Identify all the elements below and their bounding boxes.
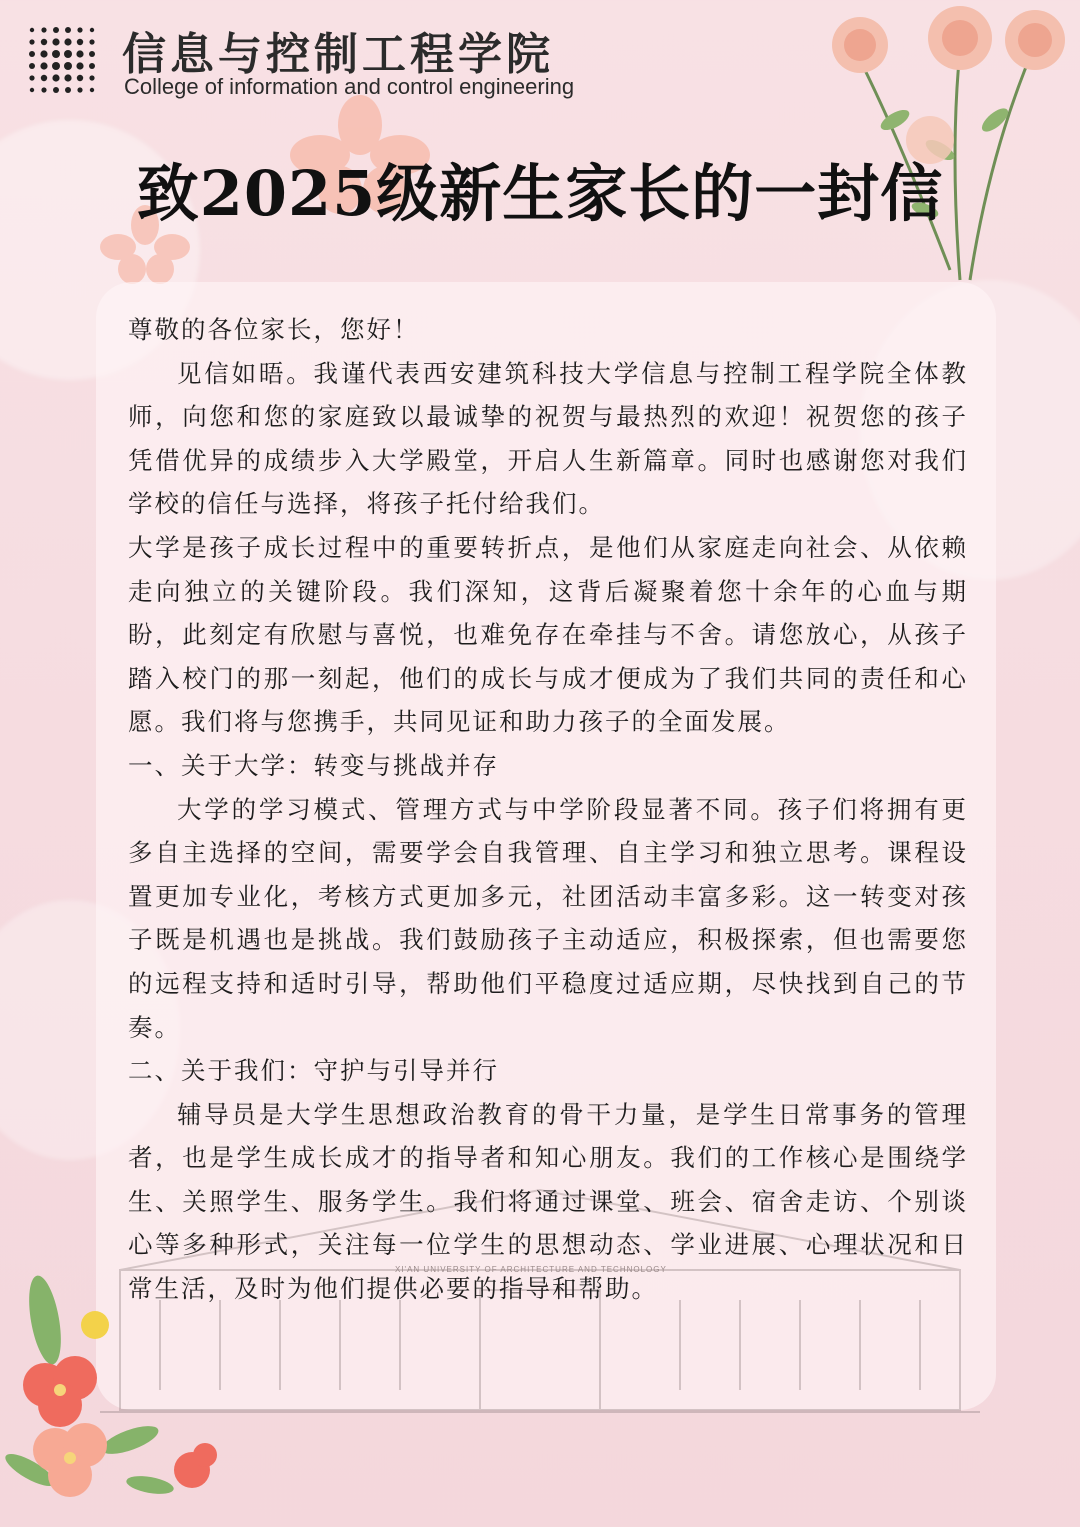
flower-cluster-icon (0, 1260, 240, 1527)
letter-paragraph: 大学是孩子成长过程中的重要转折点，是他们从家庭走向社会、从依赖走向独立的关键阶段。我们深知，这背后凝聚着您十余年的心血与期盼，此刻定有欣慰与喜悦，也难免存在牵挂与不舍。请您放心，从孩子踏入校门的那一刻起，他们的成长与成才便成为了我们共同的责任和心愿。我们将与您携手，共同见证和助力孩子的全面发展。 (128, 532, 968, 737)
page-title: 致2025级新生家长的一封信 (136, 157, 944, 230)
college-name: 信息与控制工程学院 (122, 29, 554, 80)
dot-grid-logo-icon (26, 24, 100, 98)
letter-paragraph: 见信如晤。我谨代表西安建筑科技大学信息与控制工程学院全体教师，向您和您的家庭致以最诚挚的祝贺与最热烈的欢迎！祝贺您的孩子凭借优异的成绩步入大学殿堂，开启人生新篇章。同时也感谢您对我们学校的信任与选择，将孩子托付给我们。 (128, 358, 968, 519)
letter-paragraph: 大学的学习模式、管理方式与中学阶段显著不同。孩子们将拥有更多自主选择的空间，需要学会自我管理、自主学习和独立思考。课程设置更加专业化，考核方式更加多元，社团活动丰富多彩。这一转变对孩子既是机遇也是挑战。我们鼓励孩子主动适应，积极探索，但也需要您的远程支持和适时引导，帮助他们平稳度过适应期，尽快找到自己的节奏。 (128, 794, 968, 1042)
section-heading: 二、关于我们：守护与引导并行 (128, 1056, 499, 1086)
letter-body (128, 308, 968, 1311)
college-name-en: College of information and control engineering (124, 74, 575, 99)
letter-greeting: 尊敬的各位家长，您好！ (128, 315, 420, 344)
section-heading: 一、关于大学：转变与挑战并存 (128, 750, 499, 780)
letter-paragraph: 辅导员是大学生思想政治教育的骨干力量，是学生日常事务的管理者，也是学生成长成才的指导者和知心朋友。我们的工作核心是围绕学生、关照学生、服务学生。我们将通过课堂、班会、宿舍走访、个别谈心等多种形式，关注每一位学生的思想动态、学业进展、心理状况和日常生活，及时为他们提供必要的指导和帮助。 (128, 1099, 968, 1304)
university-watermark-en: XI'AN UNIVERSITY OF ARCHITECTURE AND TECHNOLOGY (395, 1265, 667, 1274)
